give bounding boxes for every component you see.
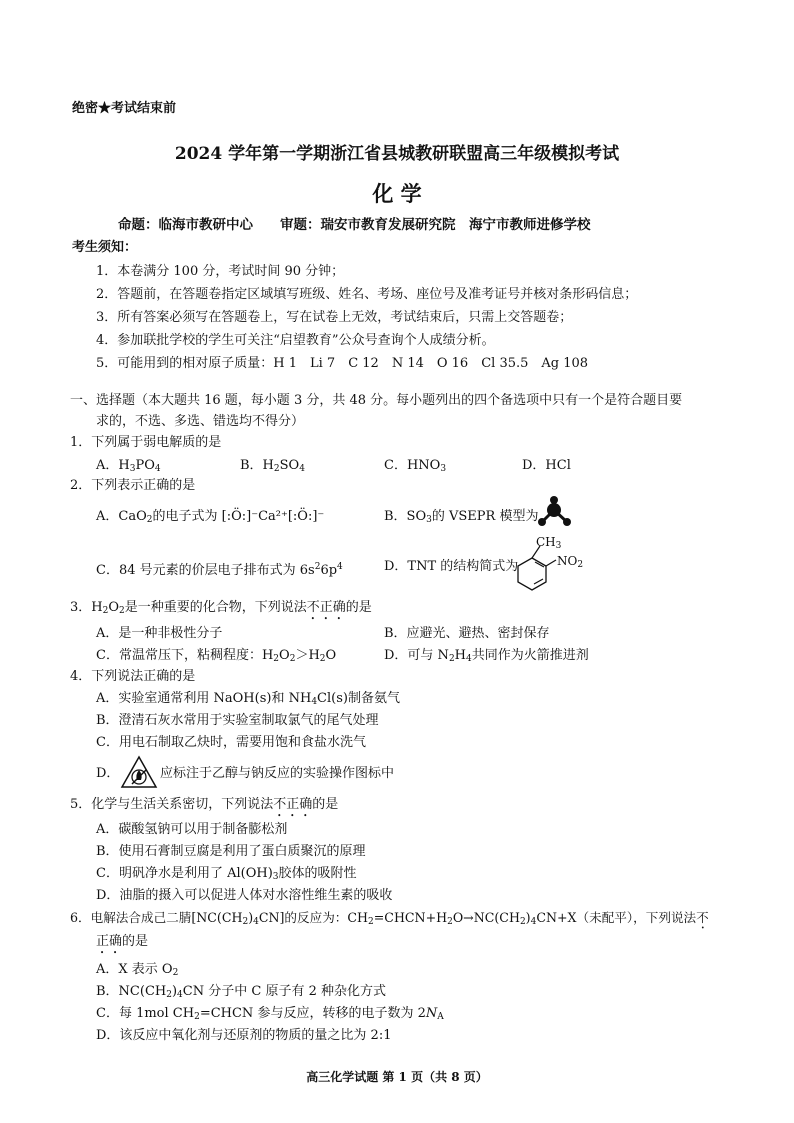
- q6-stem-line2: 正确的是: [96, 934, 149, 949]
- q5-option-d: D．油脂的摄入可以促进人体对水溶性维生素的吸收: [96, 888, 393, 903]
- q6-option-a: A．X 表示 $O_2$: [96, 962, 179, 978]
- q1-option-d: D．HCl: [522, 458, 571, 473]
- q3-option-a: A．是一种非极性分子: [96, 626, 223, 641]
- notice-item-5: 5．可能用到的相对原子质量：H 1 Li 7 C 12 N 14 O 16 Cl 35.5 Ag 108: [96, 356, 589, 371]
- q1-option-a: A．$H_3PO_4$: [96, 458, 161, 474]
- q2-option-c: C．84 号元素的价层电子排布式为 $6s^26p^4$: [96, 562, 343, 578]
- q4-stem: 4．下列说法正确的是: [70, 669, 196, 684]
- q3-option-c: C．常温常压下，粘稠程度：$H_2O_2>H_2O$: [96, 648, 337, 664]
- q2-option-d: D．TNT 的结构简式为: [384, 559, 519, 574]
- q1-option-c: C．$HNO_3$: [384, 458, 447, 474]
- section-heading-line2: 求的，不选、多选、错选均不得分）: [96, 414, 305, 429]
- q6-option-b: B．$NC(CH_2)_4CN$ 分子中 C 原子有 2 种杂化方式: [96, 984, 386, 1000]
- notice-heading: 考生须知：: [72, 240, 138, 255]
- q6-stem-line1: 6．电解法合成己二腈$[NC(CH_2)_4CN]$的反应为：$CH_2=CHCN+H_2O\to NC(CH_2)_4CN+X$（未配平），下列说法不: [70, 910, 709, 927]
- page-footer: 高三化学试题 第 1 页（共 8 页）: [306, 1070, 488, 1084]
- notice-item-2: 2．答题前，在答题卷指定区域填写班级、姓名、考场、座位号及准考证号并核对条形码信息；: [96, 287, 638, 302]
- q2-option-b: B．$SO_3$的 VSEPR 模型为: [384, 509, 539, 525]
- notice-item-3: 3．所有答案必须写在答题卷上，写在试卷上无效，考试结束后，只需上交答题卷；: [96, 310, 573, 325]
- q2-option-a: A．CaO$_2$的电子式为 [:Ö:]⁻Ca²⁺[:Ö:]⁻: [96, 509, 325, 525]
- notice-item-1: 1．本卷满分 100 分，考试时间 90 分钟；: [96, 264, 345, 279]
- subject-title: 化 学: [372, 181, 422, 206]
- q5-option-c: C．明矾净水是利用了 $Al(OH)_3$胶体的吸附性: [96, 866, 357, 882]
- q3-stem: 3．$H_2O_2$是一种重要的化合物，下列说法不正确的是: [70, 600, 372, 616]
- vsepr-model-icon: [536, 496, 572, 530]
- notice-item-4: 4．参加联批学校的学生可关注“启望教育”公众号查询个人成绩分析。: [96, 333, 495, 348]
- authors-line: 命题：临海市教研中心 审题：瑞安市教育发展研究院 海宁市教师进修学校: [118, 217, 591, 233]
- q3-option-b: B．应避光、避热、密封保存: [384, 626, 550, 641]
- q6-option-c: C．每 1mol $CH_2=CHCN$ 参与反应，转移的电子数为 $2N_A$: [96, 1006, 444, 1022]
- q1-stem: 1．下列属于弱电解质的是: [70, 435, 222, 450]
- exam-title: 2024 学年第一学期浙江省县城教研联盟高三年级模拟考试: [174, 144, 620, 164]
- q5-stem: 5．化学与生活关系密切，下列说法不正确的是: [70, 797, 339, 812]
- q5-option-b: B．使用石膏制豆腐是利用了蛋白质聚沉的原理: [96, 844, 366, 859]
- q5-option-a: A．碳酸氢钠可以用于制备膨松剂: [96, 822, 288, 837]
- q4-option-d-text: 应标注于乙醇与钠反应的实验操作图标中: [160, 766, 395, 781]
- secret-label: 绝密★考试结束前: [72, 101, 177, 116]
- q4-option-d-prefix: D．: [96, 766, 120, 781]
- tnt-ch3-label: $CH_3$: [536, 535, 562, 551]
- no-open-flame-icon: [120, 755, 158, 789]
- q4-option-b: B．澄清石灰水常用于实验室制取氯气的尾气处理: [96, 713, 379, 728]
- tnt-no2-label: $NO_2$: [557, 554, 584, 570]
- q4-option-c: C．用电石制取乙炔时，需要用饱和食盐水洗气: [96, 735, 366, 750]
- q6-option-d: D．该反应中氧化剂与还原剂的物质的量之比为 2:1: [96, 1028, 392, 1043]
- q3-option-d: D．可与 $N_2H_4$共同作为火箭推进剂: [384, 648, 589, 664]
- section-heading-line1: 一、选择题（本大题共 16 题，每小题 3 分，共 48 分。每小题列出的四个备选项中只有一个是符合题目要: [70, 393, 683, 408]
- q4-option-a: A．实验室通常利用 NaOH(s)和 $NH_4Cl(s)$制备氨气: [96, 691, 400, 707]
- q2-stem: 2．下列表示正确的是: [70, 478, 196, 493]
- q1-option-b: B．$H_2SO_4$: [240, 458, 305, 474]
- cao2-electron-formula: [:Ö:]⁻Ca²⁺[:Ö:]⁻: [221, 509, 325, 524]
